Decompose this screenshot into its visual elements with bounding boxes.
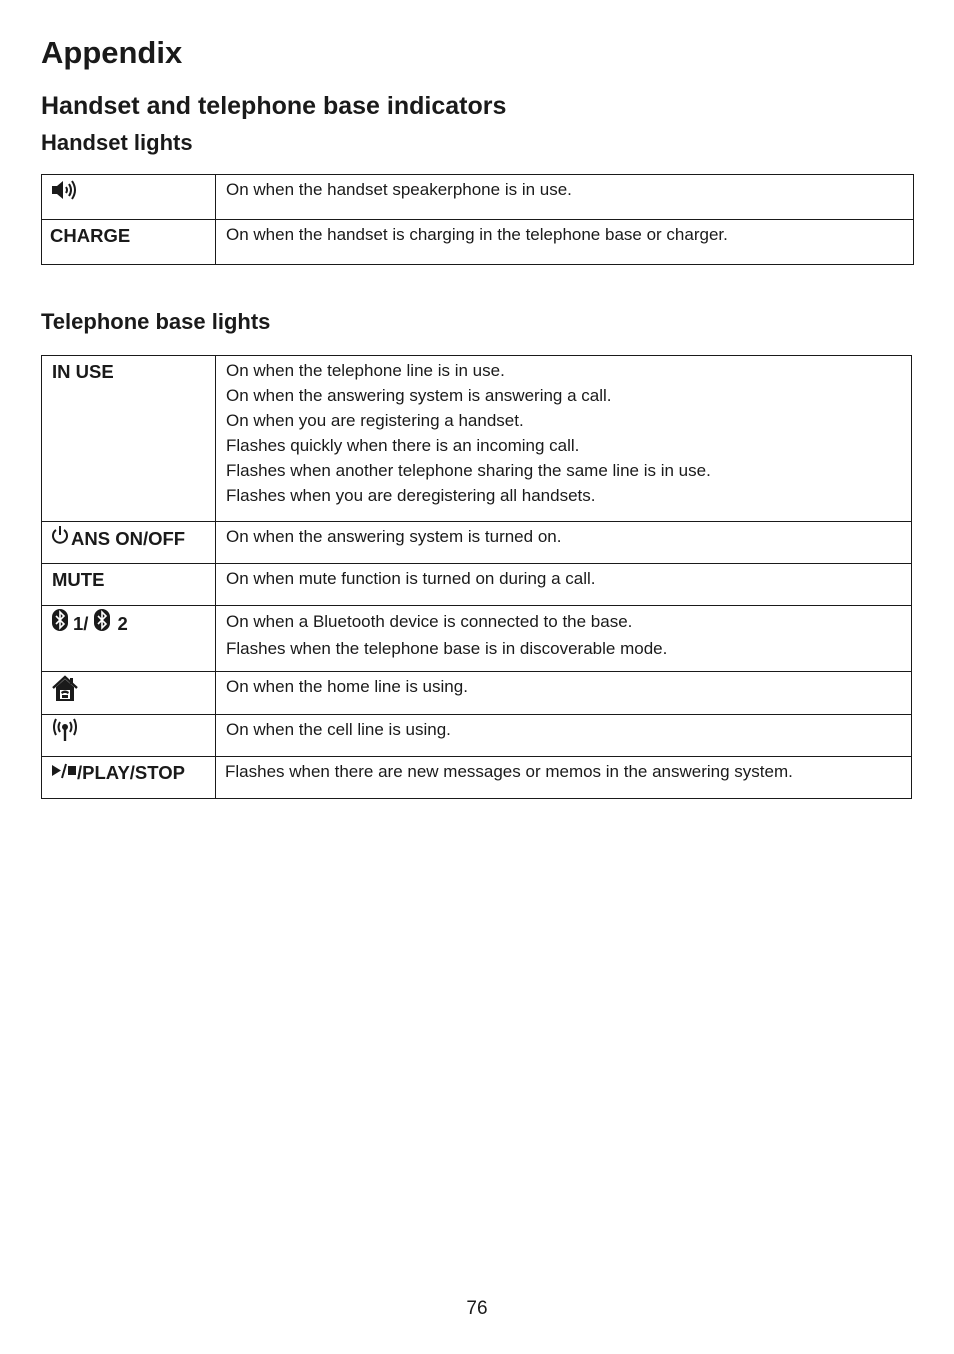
description-cell <box>216 672 912 715</box>
indicator-label: ANS ON/OFF <box>71 527 186 549</box>
page-number: 76 <box>466 1298 488 1319</box>
base-lights-table <box>41 355 912 799</box>
indicator-cell <box>42 522 216 564</box>
description-line: On when the telephone line is in use. <box>226 361 505 380</box>
indicator-label: 2 <box>117 612 128 634</box>
indicator-cell <box>42 715 216 757</box>
home-line-icon <box>52 675 78 710</box>
bluetooth-icon <box>52 609 68 638</box>
description-line: On when the home line is using. <box>226 677 468 696</box>
description-line: Flashes when you are deregistering all handsets. <box>226 486 596 505</box>
indicator-label: 1/ <box>73 612 89 634</box>
description-line: On when the cell line is using. <box>226 720 451 739</box>
description-line: Flashes when the telephone base is in discoverable mode. <box>226 639 668 658</box>
table-row <box>42 606 912 672</box>
indicator-cell <box>42 606 216 672</box>
base-lights-title: Telephone base lights <box>41 309 271 334</box>
description-line: On when the answering system is answering a call. <box>226 386 612 405</box>
speakerphone-icon <box>50 178 78 209</box>
table-row <box>42 175 914 220</box>
description-cell <box>216 522 912 564</box>
indicator-cell <box>42 757 216 799</box>
description-cell <box>216 757 912 799</box>
page-title: Appendix <box>41 35 183 70</box>
table-row <box>42 715 912 757</box>
description-line: Flashes when another telephone sharing the same line is in use. <box>226 461 711 480</box>
description-line: Flashes quickly when there is an incoming call. <box>226 436 580 455</box>
table-row <box>42 672 912 715</box>
description-cell <box>216 356 912 522</box>
handset-lights-title: Handset lights <box>41 130 193 155</box>
table-row <box>42 220 914 265</box>
indicator-label: CHARGE <box>42 220 216 265</box>
table-row <box>42 522 912 564</box>
table-row <box>42 757 912 799</box>
description-cell <box>216 175 914 220</box>
indicator-label: /PLAY/STOP <box>77 762 185 783</box>
description-line: On when the answering system is turned on. <box>226 527 562 546</box>
description-cell <box>216 220 914 265</box>
description-line: On when a Bluetooth device is connected to the base. <box>226 612 633 631</box>
indicator-label: IN USE <box>42 356 216 522</box>
table-row <box>42 356 912 522</box>
description-line: On when the handset is charging in the telephone base or charger. <box>226 225 728 244</box>
cell-line-icon <box>52 718 78 749</box>
description-line: On when you are registering a handset. <box>226 411 524 430</box>
description-cell <box>216 564 912 606</box>
description-line: On when mute function is turned on during a call. <box>226 569 596 588</box>
table-row <box>42 564 912 606</box>
description-line: On when the handset speakerphone is in use. <box>226 180 572 199</box>
indicator-cell <box>42 175 216 220</box>
power-icon <box>51 525 69 552</box>
play-stop-icon <box>51 760 77 786</box>
indicator-cell <box>42 672 216 715</box>
bluetooth-icon <box>94 609 110 638</box>
description-cell <box>216 715 912 757</box>
description-cell <box>216 606 912 672</box>
indicator-label: MUTE <box>42 564 216 606</box>
description-line: Flashes when there are new messages or memos in the answering system. <box>225 762 793 781</box>
section-title: Handset and telephone base indicators <box>41 92 507 120</box>
handset-lights-table <box>41 174 914 265</box>
